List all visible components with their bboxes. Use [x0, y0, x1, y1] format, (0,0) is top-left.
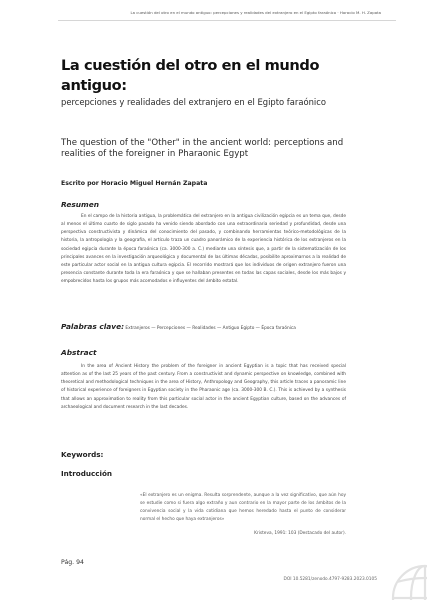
globe-decoration-icon: [385, 560, 427, 600]
author-line: Escrito por Horacio Miguel Hernán Zapata: [61, 180, 208, 187]
article-title: La cuestión del otro en el mundo antiguo:: [61, 57, 320, 94]
epigraph-quote: «El extranjero es un enigma. Resulta sorprendente, aunque a la vez significativo, que aún hoy se estudie como si fuera algo extraño y aun contrario en la mayor parte de los ámbitos de la convivencia social y la vida cotidiana que hemos heredado hasta el punto de considerar normal el hecho que haya extranjeros»: [140, 493, 346, 523]
introduction-heading: Introducción: [61, 469, 113, 478]
keywords-heading: Keywords:: [61, 450, 104, 459]
epigraph-source: Kristeva, 1991: 103 (Destacado del autor).: [254, 531, 346, 536]
abstract-text: In the area of Ancient History the problem of the foreigner in ancient Egyptian is a topic that has received special attention as of the last 25 years of the past century. From a constructivist and dynamic perspective on knowledge, combined with theoretical and methodological techniques in the area of History, Anthropology and Geography, this article traces a panoramic line of historical experience of foreigners in Egyptian society in the Pharaonic age (ca. 3000-300 B. C.). This is achieved by a synthesis that allows an approximation to reality from this particular social actor in the ancient Egyptian culture, based on the advances of archaeological and document research in the last decades.: [61, 364, 346, 410]
palabras-clave-text: Extranjeros — Percepciones — Realidades — Antiguo Egipto — Época faraónica: [125, 326, 296, 331]
resumen-text: En el campo de la historia antigua, la problemática del extranjero en la antigua civilización egipcia es un tema que, desde al menos el último cuarto de siglo pasado ha venido siendo abordado con una extraordinaria seriedad y profundidad, desde una perspectiva constructivista y dinámica del conocimiento del pasado, y combinando herramientas teórico-metodológicas de la historia, la antropología y la geografía, el artículo traza un cuadro panorámico de la experiencia histórica de los extranjeros en la sociedad egipcia durante la época faraónica (ca. 3000-300 a. C.) mediante una síntesis que, a partir de la sistematización de los principales avances en la investigación arqueológica y documental de las últimas décadas, posibilite aproximarnos a la realidad de este particular actor social en la antigua cultura egipcia. El recorrido mostrará que los individuos de origen extranjero fueron una presencia constante durante toda la era faraónica y que se hallaban presentes en todas las capas sociales, desde los más bajos y empobrecidos hasta los grupos más acomodados e influyentes del ámbito estatal.: [61, 214, 346, 285]
page-number: Pág. 94: [61, 559, 84, 566]
running-head: La cuestión del otro en el mundo antiguo: percepciones y realidades del extranjero en el Egipto faraónico · Horacio M. H. Zapata: [130, 10, 381, 15]
palabras-clave-label: Palabras clave:: [61, 322, 125, 331]
article-subtitle: percepciones y realidades del extranjero en el Egipto faraónico: [61, 97, 326, 107]
doi-line: DOI 10.5281/zenodo.4797-9283.2023.0105: [283, 577, 377, 582]
header-divider: [58, 20, 396, 21]
english-title: The question of the "Other" in the ancient world: perceptions and realities of the foreigner in Pharaonic Egypt: [61, 138, 344, 159]
abstract-heading: Abstract: [61, 348, 97, 357]
resumen-heading: Resumen: [61, 200, 99, 209]
palabras-clave-block: [61, 323, 346, 333]
